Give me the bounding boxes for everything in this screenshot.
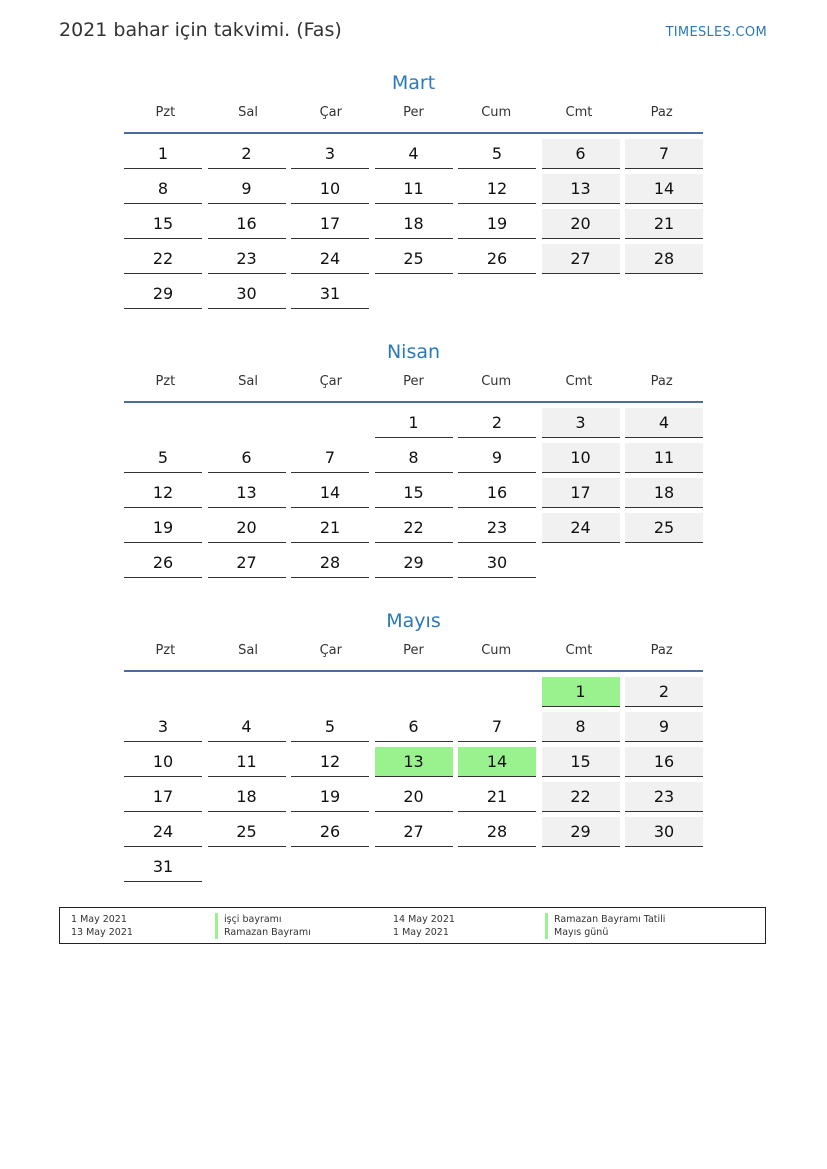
day-cell: 15 [124, 209, 202, 239]
day-cell: 27 [375, 817, 453, 847]
empty-cell [208, 677, 286, 707]
weekday-header [124, 372, 703, 403]
legend-holiday-name: Mayıs günü [545, 926, 608, 939]
day-grid [124, 139, 703, 309]
day-cell: 6 [208, 443, 286, 473]
day-cell: 8 [375, 443, 453, 473]
day-cell-weekend: 6 [542, 139, 620, 169]
day-cell: 16 [458, 478, 536, 508]
day-cell: 24 [291, 244, 369, 274]
month-april [124, 339, 703, 578]
weekday-label: Pzt [155, 643, 176, 658]
weekday-header [124, 641, 703, 672]
day-grid [124, 408, 703, 578]
day-cell: 29 [375, 548, 453, 578]
legend-date: 14 May 2021 [393, 914, 455, 925]
day-cell: 14 [291, 478, 369, 508]
day-cell: 12 [458, 174, 536, 204]
month-title: Mayıs [386, 610, 441, 632]
day-cell: 5 [458, 139, 536, 169]
month-may [124, 608, 703, 882]
day-cell: 31 [124, 852, 202, 882]
day-cell: 1 [375, 408, 453, 438]
empty-cell [124, 677, 202, 707]
weekday-label: Cum [481, 643, 512, 658]
weekday-label: Sal [238, 374, 258, 389]
day-cell-weekend: 25 [625, 513, 703, 543]
empty-cell [458, 677, 536, 707]
empty-cell [375, 677, 453, 707]
weekday-label: Per [403, 643, 424, 658]
day-cell: 17 [291, 209, 369, 239]
day-cell: 5 [291, 712, 369, 742]
day-cell: 21 [291, 513, 369, 543]
weekday-label: Cum [481, 374, 512, 389]
empty-cell [291, 408, 369, 438]
day-cell: 26 [458, 244, 536, 274]
day-cell: 18 [208, 782, 286, 812]
legend-holiday-name: Ramazan Bayramı Tatili [545, 913, 665, 926]
day-cell-weekend: 14 [625, 174, 703, 204]
day-cell: 21 [458, 782, 536, 812]
day-cell-weekend: 8 [542, 712, 620, 742]
empty-cell [124, 408, 202, 438]
day-cell: 23 [458, 513, 536, 543]
legend-date: 13 May 2021 [71, 927, 133, 938]
day-cell: 19 [291, 782, 369, 812]
day-cell: 9 [208, 174, 286, 204]
day-cell-weekend: 13 [542, 174, 620, 204]
day-cell-weekend: 18 [625, 478, 703, 508]
weekday-label: Çar [319, 374, 342, 389]
day-cell: 3 [291, 139, 369, 169]
day-cell: 31 [291, 279, 369, 309]
weekday-header [124, 103, 703, 134]
day-cell: 20 [375, 782, 453, 812]
day-cell: 1 [124, 139, 202, 169]
day-cell-weekend: 16 [625, 747, 703, 777]
day-cell: 2 [458, 408, 536, 438]
legend-date: 1 May 2021 [393, 927, 449, 938]
weekday-label: Paz [650, 105, 673, 120]
day-cell: 9 [458, 443, 536, 473]
day-cell-weekend: 22 [542, 782, 620, 812]
day-cell: 26 [291, 817, 369, 847]
day-cell: 11 [375, 174, 453, 204]
weekday-label: Per [403, 105, 424, 120]
day-cell: 27 [208, 548, 286, 578]
day-cell: 12 [291, 747, 369, 777]
day-cell: 13 [208, 478, 286, 508]
day-cell-weekend: 28 [625, 244, 703, 274]
weekday-label: Paz [650, 374, 673, 389]
brand-link[interactable]: TIMESLES.COM [665, 25, 767, 40]
weekday-label: Cmt [565, 105, 593, 120]
day-cell: 16 [208, 209, 286, 239]
day-cell-weekend: 11 [625, 443, 703, 473]
day-cell: 3 [124, 712, 202, 742]
day-cell: 18 [375, 209, 453, 239]
weekday-label: Cum [481, 105, 512, 120]
legend-holiday-name: Ramazan Bayramı [215, 926, 311, 939]
day-cell: 26 [124, 548, 202, 578]
weekday-label: Paz [650, 643, 673, 658]
day-cell-weekend: 29 [542, 817, 620, 847]
day-cell: 24 [124, 817, 202, 847]
day-grid [124, 677, 703, 882]
day-cell: 30 [208, 279, 286, 309]
day-cell: 19 [458, 209, 536, 239]
day-cell: 30 [458, 548, 536, 578]
day-cell: 7 [458, 712, 536, 742]
day-cell-weekend: 10 [542, 443, 620, 473]
month-title: Mart [391, 72, 436, 94]
day-cell: 22 [375, 513, 453, 543]
day-cell: 25 [208, 817, 286, 847]
page-title: 2021 bahar için takvimi. (Fas) [59, 19, 342, 41]
day-cell: 25 [375, 244, 453, 274]
day-cell-weekend: 7 [625, 139, 703, 169]
weekday-label: Sal [238, 643, 258, 658]
day-cell: 28 [291, 548, 369, 578]
day-cell: 8 [124, 174, 202, 204]
month-march [124, 70, 703, 309]
weekday-label: Pzt [155, 105, 176, 120]
day-cell: 28 [458, 817, 536, 847]
day-cell-weekend: 15 [542, 747, 620, 777]
day-cell-weekend: 17 [542, 478, 620, 508]
day-cell-weekend: 23 [625, 782, 703, 812]
day-cell: 4 [375, 139, 453, 169]
day-cell-weekend: 2 [625, 677, 703, 707]
weekday-label: Cmt [565, 643, 593, 658]
day-cell-weekend: 21 [625, 209, 703, 239]
day-cell: 19 [124, 513, 202, 543]
day-cell: 6 [375, 712, 453, 742]
day-cell-holiday: 14 [458, 747, 536, 777]
day-cell: 29 [124, 279, 202, 309]
day-cell: 4 [208, 712, 286, 742]
holiday-legend [59, 907, 766, 944]
month-title: Nisan [386, 341, 441, 363]
weekday-label: Cmt [565, 374, 593, 389]
day-cell-weekend: 24 [542, 513, 620, 543]
day-cell-holiday: 13 [375, 747, 453, 777]
day-cell: 17 [124, 782, 202, 812]
day-cell: 15 [375, 478, 453, 508]
legend-date: 1 May 2021 [71, 914, 127, 925]
day-cell-weekend: 20 [542, 209, 620, 239]
weekday-label: Çar [319, 105, 342, 120]
empty-cell [291, 677, 369, 707]
legend-holiday-name: işçi bayramı [215, 913, 282, 926]
day-cell: 10 [291, 174, 369, 204]
weekday-label: Per [403, 374, 424, 389]
day-cell: 11 [208, 747, 286, 777]
day-cell-weekend: 30 [625, 817, 703, 847]
day-cell: 12 [124, 478, 202, 508]
weekday-label: Pzt [155, 374, 176, 389]
day-cell-weekend: 9 [625, 712, 703, 742]
weekday-label: Sal [238, 105, 258, 120]
day-cell: 23 [208, 244, 286, 274]
weekday-label: Çar [319, 643, 342, 658]
day-cell: 22 [124, 244, 202, 274]
day-cell: 20 [208, 513, 286, 543]
day-cell-weekend: 27 [542, 244, 620, 274]
day-cell-weekend: 4 [625, 408, 703, 438]
day-cell-weekend: 3 [542, 408, 620, 438]
day-cell-holiday: 1 [542, 677, 620, 707]
day-cell: 2 [208, 139, 286, 169]
day-cell: 5 [124, 443, 202, 473]
empty-cell [208, 408, 286, 438]
day-cell: 7 [291, 443, 369, 473]
day-cell: 10 [124, 747, 202, 777]
